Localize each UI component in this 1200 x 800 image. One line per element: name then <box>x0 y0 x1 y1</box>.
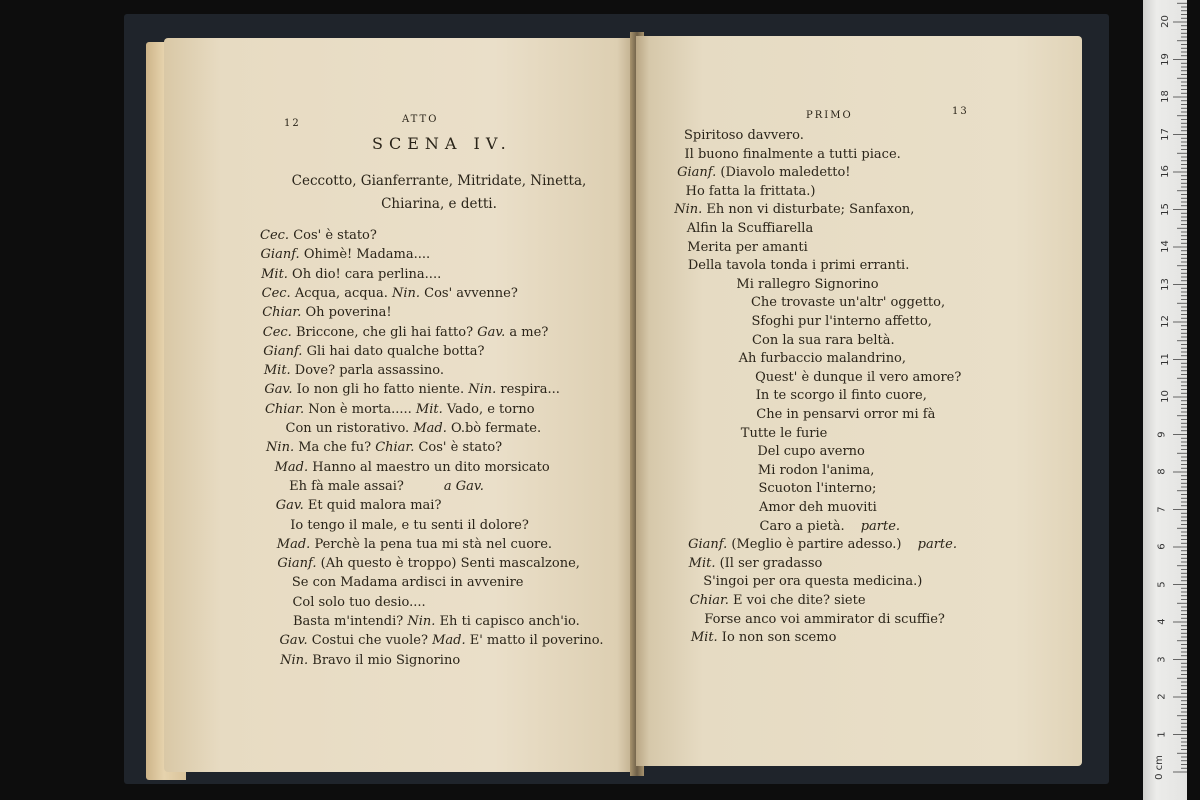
dialogue-line <box>289 479 484 494</box>
speaker-name: Mit. <box>688 555 716 571</box>
ruler-number: 14 <box>1159 240 1171 253</box>
line-text: Non è morta..... <box>304 401 416 417</box>
speaker-name: Mad. <box>413 421 447 436</box>
dialogue-line <box>262 286 518 301</box>
line-text: Della tavola tonda i primi erranti. <box>687 258 910 274</box>
dialogue-line <box>686 184 816 199</box>
line-text: Briccone, che gli hai fatto? <box>291 324 478 340</box>
dialogue-line <box>276 498 442 513</box>
ruler-number: 19 <box>1159 52 1171 66</box>
ruler-number: 9 <box>1156 430 1168 438</box>
line-text: Con la sua rara beltà. <box>752 332 895 348</box>
dialogue-line <box>292 595 425 610</box>
dialogue-line <box>688 537 957 552</box>
line-text: Il buono finalmente a tutti piace. <box>684 146 901 162</box>
line-text: In te scorgo il finto cuore, <box>755 388 927 404</box>
dialogue-line <box>756 407 935 422</box>
ruler-number: 10 <box>1159 390 1171 403</box>
speaker-name: Nin. <box>674 202 703 218</box>
ruler-unit-label: 0 cm <box>1153 755 1165 780</box>
speaker-name: Gav. <box>264 382 293 398</box>
dialogue-line <box>752 333 895 348</box>
line-text: Oh dio! cara perlina.... <box>287 266 442 282</box>
line-text: Ohimè! Madama.... <box>299 247 431 263</box>
line-text: Eh fà male assai? <box>289 478 404 494</box>
speaker-name: Mit. <box>690 630 718 646</box>
speaker-name: Chiar. <box>375 440 415 456</box>
dialogue-line <box>757 444 865 459</box>
dialogue-line <box>759 500 877 515</box>
dialogue-line <box>688 258 910 273</box>
line-text: Io non son scemo <box>717 630 837 646</box>
line-text: Sfoghi pur l'interno affetto, <box>751 314 932 329</box>
speaker-name: Nin. <box>468 382 497 398</box>
speaker-name: Mit. <box>415 401 443 417</box>
dialogue-line <box>677 165 850 180</box>
ruler-number: 15 <box>1159 202 1171 216</box>
line-text: (Ah questo è troppo) Senti mascalzone, <box>316 556 580 572</box>
line-text: (Diavolo maledetto! <box>716 165 851 181</box>
dialogue-line <box>758 481 876 496</box>
ruler-number: 2 <box>1156 693 1168 700</box>
dialogue-line <box>756 388 927 403</box>
dialogue-line <box>691 630 837 645</box>
dialogue-line <box>674 202 914 217</box>
dialogue-line <box>290 518 529 533</box>
dialogue-line <box>760 519 901 534</box>
dialogue-line <box>741 426 828 441</box>
dialogue-line <box>689 556 823 571</box>
character-list-line-2: Chiarina, e detti. <box>381 196 497 212</box>
line-text: Acqua, acqua. <box>290 285 392 301</box>
line-text: E voi che dite? siete <box>728 593 866 608</box>
line-text: Eh non vi disturbate; Sanfaxon, <box>702 202 915 218</box>
line-text: (Meglio è partire adesso.) <box>727 537 906 553</box>
line-text: Cos' è stato? <box>414 440 503 456</box>
line-text: Et quid malora mai? <box>303 498 442 514</box>
dialogue-line <box>264 382 559 397</box>
speaker-name: Gianf. <box>277 556 317 572</box>
ruler-number: 20 <box>1159 15 1171 28</box>
ruler-number: 4 <box>1156 618 1168 625</box>
line-text: Col solo tuo desio.... <box>292 594 426 610</box>
speaker-name: Nin. <box>266 440 295 456</box>
line-text: Cos' è stato? <box>289 228 377 243</box>
line-text: Hanno al maestro un dito morsicato <box>308 459 550 475</box>
ruler-number: 8 <box>1156 468 1168 475</box>
line-text: Amor deh muoviti <box>759 500 877 515</box>
speaker-name: Chiar. <box>689 593 729 608</box>
speaker-name: Cec. <box>262 324 292 340</box>
ruler-number: 12 <box>1159 315 1171 328</box>
speaker-name: Gav. <box>275 498 304 514</box>
line-text: Dove? parla assassino. <box>290 363 444 379</box>
dialogue-line <box>752 314 932 329</box>
dialogue-line <box>263 344 484 359</box>
dialogue-line <box>739 351 906 366</box>
speaker-name: Mad. <box>274 459 309 475</box>
speaker-name: Gianf. <box>677 165 717 181</box>
line-text: Scuoton l'interno; <box>758 481 877 497</box>
line-text: Se con Madama ardisci in avvenire <box>291 575 524 591</box>
ruler-number: 5 <box>1156 580 1168 588</box>
left-page <box>164 38 636 772</box>
dialogue-line <box>685 147 901 162</box>
right-running-head: PRIMO <box>806 110 853 121</box>
ruler-number: 17 <box>1159 127 1171 141</box>
ruler-number: 7 <box>1156 505 1168 513</box>
dialogue-line <box>286 421 542 436</box>
line-text: Alfin la Scuffiarella <box>686 221 814 236</box>
speaker-name: Mad. <box>276 536 311 552</box>
character-list <box>274 170 604 216</box>
line-text: Che in pensarvi orror mi fà <box>756 407 936 422</box>
line-text: Eh ti capisco anch'io. <box>435 614 580 629</box>
dialogue-line <box>263 325 549 340</box>
line-text: Con un ristorativo. <box>285 421 414 436</box>
speaker-name: Nin. <box>280 652 309 668</box>
line-text: E' matto il poverino. <box>465 633 604 649</box>
speaker-name: Gianf. <box>260 247 300 263</box>
line-text: Basta m'intendi? <box>293 614 408 629</box>
dialogue-line <box>280 633 604 648</box>
speaker-name: Cec. <box>261 285 291 301</box>
line-text: Tutte le furie <box>740 425 828 441</box>
speaker-name: a Gav. <box>443 478 484 494</box>
speaker-name: Cec. <box>260 228 290 243</box>
line-text: Io tengo il male, e tu senti il dolore? <box>290 517 529 533</box>
ruler-number: 3 <box>1156 655 1168 663</box>
ruler-number: 1 <box>1156 730 1168 738</box>
scene-title: SCENA IV. <box>372 134 512 153</box>
line-text: Forse anco voi ammirator di scuffie? <box>704 611 945 627</box>
dialogue-line <box>261 247 431 262</box>
left-running-head: ATTO <box>402 114 439 125</box>
line-text: Quest' è dunque il vero amore? <box>755 369 962 385</box>
line-text: (Il ser gradasso <box>715 555 823 571</box>
speaker-name: Gianf. <box>688 537 728 553</box>
line-text: O.bò fermate. <box>446 421 542 436</box>
line-text: Vado, e torno <box>442 401 535 417</box>
line-text: Perchè la pena tua mi stà nel cuore. <box>310 536 553 552</box>
line-text: Cos' avvenne? <box>420 285 518 301</box>
line-text: Mi rodon l'anima, <box>757 462 875 478</box>
dialogue-line <box>264 363 444 378</box>
line-text: Caro a pietà. <box>759 518 849 534</box>
dialogue-line <box>703 574 922 589</box>
dialogue-line <box>704 612 945 627</box>
ruler-number: 18 <box>1159 90 1171 103</box>
line-text: Oh poverina! <box>301 305 392 321</box>
speaker-name: Chiar. <box>262 305 302 321</box>
speaker-name: Chiar. <box>264 401 305 417</box>
dialogue-line <box>260 228 377 243</box>
dialogue-line <box>755 370 961 385</box>
dialogue-line <box>690 593 866 608</box>
dialogue-line <box>758 463 875 478</box>
character-list-line-1: Ceccotto, Gianferrante, Mitridate, Ninetta, <box>291 173 587 189</box>
dialogue-line <box>277 556 580 571</box>
speaker-name: Mit. <box>263 363 291 379</box>
line-text: Che trovaste un'altr' oggetto, <box>750 295 946 311</box>
ruler-number: 11 <box>1159 352 1171 366</box>
speaker-name: Nin. <box>391 285 421 301</box>
speaker-name: Mit. <box>261 266 288 282</box>
dialogue-line <box>277 537 552 552</box>
right-page-number: 13 <box>952 106 969 117</box>
line-text: Spiritoso davvero. <box>684 128 804 143</box>
dialogue-line <box>684 128 804 143</box>
line-text: a me? <box>505 324 549 340</box>
dialogue-line <box>751 295 945 310</box>
speaker-name: parte. <box>917 537 957 553</box>
line-text: Bravo il mio Signorino <box>308 652 461 668</box>
right-page <box>636 36 1082 766</box>
dialogue-line <box>261 267 441 282</box>
measuring-ruler <box>1143 0 1187 800</box>
line-text: Io non gli ho fatto niente. <box>292 382 469 398</box>
speaker-name: Gav. <box>279 633 308 649</box>
line-text: Merita per amanti <box>687 239 808 255</box>
dialogue-line <box>687 240 807 255</box>
line-text: Costui che vuole? <box>307 633 433 649</box>
ruler-number: 6 <box>1156 543 1168 550</box>
line-text: Ho fatta la frittata.) <box>685 183 816 199</box>
line-text: Ma che fu? <box>294 440 376 456</box>
dialogue-line <box>293 614 580 629</box>
left-page-number: 12 <box>284 118 301 129</box>
speaker-name: Mad. <box>432 633 466 649</box>
line-text: Mi rallegro Signorino <box>736 276 879 292</box>
speaker-name: parte. <box>860 518 901 534</box>
dialogue-line <box>280 653 460 668</box>
speaker-name: Gav. <box>477 324 506 340</box>
open-book <box>140 30 1090 778</box>
speaker-name: Nin. <box>407 614 436 629</box>
line-text: Del cupo averno <box>757 444 865 460</box>
ruler-number: 13 <box>1159 277 1171 291</box>
dialogue-line <box>275 460 550 475</box>
dialogue-line <box>292 575 524 590</box>
dialogue-line <box>266 440 502 455</box>
line-text: respira... <box>496 382 560 398</box>
dialogue-line <box>265 402 535 417</box>
speaker-name: Gianf. <box>263 343 303 359</box>
line-text: Ah furbaccio malandrino, <box>738 351 907 367</box>
ruler-number: 16 <box>1159 165 1171 178</box>
dialogue-line <box>736 277 878 292</box>
line-text: S'ingoi per ora questa medicina.) <box>703 574 923 590</box>
dialogue-line <box>262 305 391 320</box>
dialogue-line <box>687 221 813 236</box>
line-text: Gli hai dato qualche botta? <box>302 343 485 359</box>
